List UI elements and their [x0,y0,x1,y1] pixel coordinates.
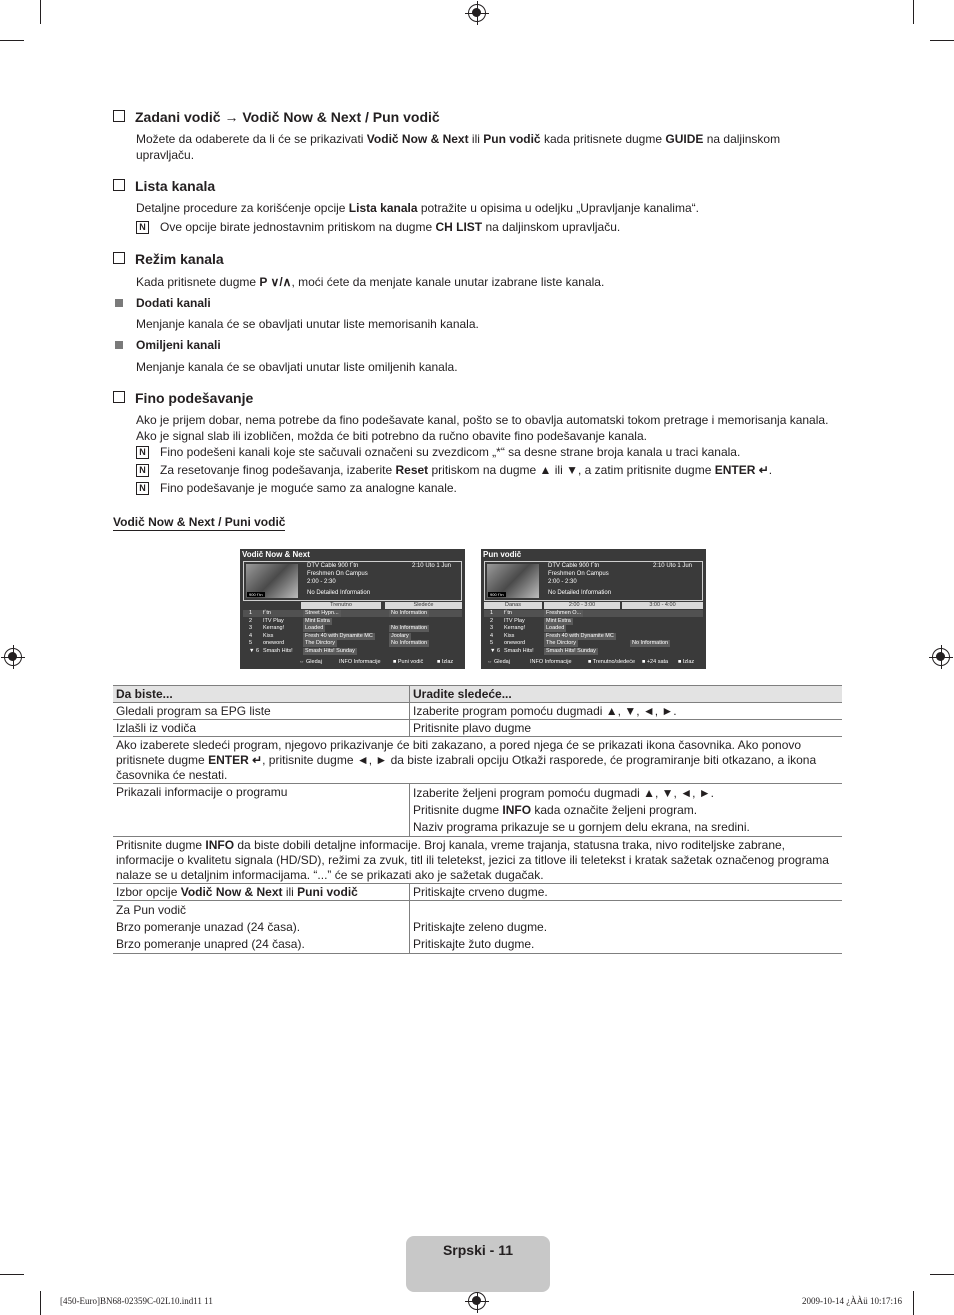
note-text [160,220,620,234]
guide-cell: 2 [249,617,253,624]
bold-text: ENTER ↵ [714,463,769,477]
guide-cell: f`tn [263,610,271,616]
guide-row[interactable] [243,625,462,632]
guide-cell: The Dirctory [305,640,335,647]
column-header: Da biste... [113,686,410,703]
registration-mark-icon [4,648,22,666]
info-panel [484,561,703,601]
bold-text: Puni vodič [297,885,358,899]
table-cell [410,784,843,837]
tv-screen-now-next [240,549,465,669]
guide-cell: ▼ 6 [490,648,501,654]
guide-row[interactable] [243,618,462,625]
table-cell: Izaberite program pomoću dugmadi ▲, ▼, ◄, ►. [410,703,843,720]
screen-title: Pun vodič [483,550,522,559]
text: . [768,463,773,477]
checkbox-bullet-icon [113,110,125,122]
preview-thumbnail [487,564,539,598]
print-slug-right: 2009-10-14 ¿ÀÀü 10:17:16 [802,1296,902,1306]
bold-text: Pun vodič [483,132,541,146]
info-line: Freshmen On Campus [548,571,609,577]
text: Možete da odaberete da li će se prikazivati [136,132,367,146]
table-cell: Pritisnite plavo dugme [410,720,843,737]
info-line: No Detailed Information [307,590,371,596]
header-now: Trenutno [301,602,381,609]
text: Ako je signal slab ili izobličen, možda će biti potrebno da ručno obavite fino podešavanje kanala. [136,429,647,443]
header-slot-2: 3:00 - 4:00 [622,602,703,609]
table-cell [113,837,842,884]
crop-mark [0,40,24,41]
text: Detaljne procedure za korišćenje opcije [136,201,349,215]
bold-text: GUIDE [665,132,704,146]
guide-cell: 1 [490,610,494,616]
registration-mark-icon [932,648,950,666]
bold-text: Vodič Now & Next [366,132,469,146]
paragraph [136,131,846,163]
text: , moći ćete da menjate kanale unutar izabrane liste kanala. [291,275,605,289]
header-next: Sledeće [385,602,462,609]
guide-cell: Loaded [546,625,565,632]
text: Kada pritisnete dugme [136,275,260,289]
text: Naziv programa prikazuje se u gornjem delu ekrana, na sredini. [413,820,750,834]
page-number-box [406,1236,550,1292]
registration-mark-icon [468,1292,486,1310]
note-text [160,463,772,477]
guide-row[interactable] [484,610,703,617]
clock-text: 2:10 Uto 1 Jun [652,563,692,569]
thumb-label: 900 f`tn [490,592,504,597]
screen-footer [243,657,462,667]
guide-row[interactable] [484,618,703,625]
guide-cell: Smash Hits! [263,648,293,654]
column-header: Uradite sledeće... [410,686,843,703]
text: da biste dobili detaljne informacije. Broj kanala, vreme trajanja, statusna traka, nivo roditeljske zabrane, informacije o kvalitetu signala (HD/SD), režimi za zvuk, titl ili teletekst, jezici za titlove ili teletekst i kratak sažetak označenog programa nalaze se u detaljnim informacijama. “...” će se prikazati ako je sažetak dugačak. [116,838,829,882]
guide-cell: 2 [490,617,494,624]
text: na daljinskom [703,132,781,146]
subheading: Omiljeni kanali [136,338,221,352]
text: Pritisnite dugme [413,803,503,817]
instructions-table [113,685,842,954]
footer-item: ■ Izlaz [437,659,454,665]
guide-cell: No Information [632,640,669,647]
screen-title: Vodič Now & Next [242,550,310,559]
crop-mark [930,40,954,41]
text: Pritiskajte žuto dugme. [413,937,535,951]
note-icon: N [136,482,149,495]
guide-cell: 5 [249,640,253,647]
guide-cell: Kiss [263,632,274,639]
table-cell [410,901,843,954]
guide-cell: Mint Extra [546,617,571,624]
text: kada pritisnete dugme [540,132,666,146]
note-text: Fino podešeni kanali koje ste sačuvali označeni su zvezdicom „*“ sa desne strane broja kanala u traci kanala. [160,445,741,459]
note-icon: N [136,446,149,459]
footer-item: ⇔ Gledaj [299,659,322,665]
guide-cell: ▼ 6 [249,648,260,654]
footer-item: ■ Trenutno/sledeće [588,659,636,665]
text: Ove opcije birate jednostavnim pritiskom na dugme [160,220,436,234]
table-row [113,703,842,720]
table-cell: Prikazali informacije o programu [113,784,410,837]
guide-row[interactable] [243,648,462,655]
crop-mark [913,1291,914,1315]
text: , pritisnite dugme ◄, ► da biste izabrali opciju Otkaži rasporede, će programiranje biti otkazano, a ikona časovnika će nestati. [116,753,817,782]
paragraph [136,412,846,444]
guide-row[interactable] [484,625,703,632]
guide-cell: oneword [263,640,285,647]
guide-cell: Freshmen O... [546,610,582,616]
bold-text: INFO [502,803,532,817]
guide-cell: 4 [249,632,253,639]
info-line: No Detailed Information [548,590,612,596]
crop-mark [913,0,914,24]
text: Izbor opcije [116,885,181,899]
crop-mark [40,0,41,24]
guide-cell: 5 [490,640,494,647]
print-slug-left: [450-Euro]BN68-02359C-02L10.ind11 11 [60,1296,213,1306]
section-heading-fine-tune [113,390,253,406]
guide-cell: Smash Hits! Sunday [305,648,355,654]
text: Brzo pomeranje unapred (24 časa). [116,937,305,951]
text: kada označite željeni program. [531,803,698,817]
checkbox-bullet-icon [113,179,125,191]
text: potražite u opisima u odeljku „Upravljanje kanalima“. [417,201,699,215]
screen-footer [484,657,703,667]
table-cell [113,884,410,901]
section-heading-channel-mode [113,251,224,267]
note-text: Fino podešavanje je moguće samo za analogne kanale. [160,481,457,495]
footer-item: INFO Informacije [339,659,381,665]
info-line: Freshmen On Campus [307,571,368,577]
registration-mark-icon [468,4,486,22]
square-bullet-icon [115,341,123,349]
footer-item: ■ Izlaz [678,659,695,665]
table-row [113,901,842,954]
table-row [113,884,842,901]
text: Pritisnite dugme [116,838,206,852]
guide-cell: 3 [490,625,494,632]
guide-cell: No Information [391,610,428,616]
bold-text: INFO [205,838,235,852]
text: upravljaču. [136,148,195,162]
table-row [113,837,842,884]
table-cell: Pritiskajte crveno dugme. [410,884,843,901]
text: pritiskom na dugme ▲ ili ▼, a zatim pritisnite dugme [428,463,715,477]
table-header-row [113,686,842,703]
footer-item: ■ Puni vodič [393,659,424,665]
guide-row[interactable] [243,633,462,640]
guide-cell: Fresh 40 with Dynamite MC [546,632,614,639]
header-today: Danas [484,602,542,609]
preview-thumbnail [246,564,298,598]
guide-cell: Joolary [391,632,409,639]
text: na daljinskom upravljaču. [482,220,621,234]
bold-text: Lista kanala [348,201,418,215]
bold-text: Vodič Now & Next [180,885,283,899]
crop-mark [40,1291,41,1315]
text: Za resetovanje finog podešavanja, izaberite [160,463,396,477]
text: Ako je prijem dobar, nema potrebe da fino podešavate kanal, pošto se to obavlja automatski tokom pretrage i memorisanja kanala. [136,413,829,427]
footer-item: ⇔ Gledaj [487,659,510,665]
guide-cell: Kerrang! [504,625,526,632]
tv-screen-full-guide [481,549,706,669]
heading-text: Zadani vodič → Vodič Now & Next / Pun vodič [135,109,440,125]
info-panel [243,561,462,601]
checkbox-bullet-icon [113,252,125,264]
text: ili [282,885,298,899]
clock-text: 2:10 Uto 1 Jun [411,563,451,569]
guide-header [484,602,703,609]
guide-cell: Mint Extra [305,617,330,624]
paragraph: Menjanje kanala će se obavljati unutar liste omiljenih kanala. [136,360,458,374]
guide-cell: Smash Hits! [504,648,534,654]
table-cell: Izlašli iz vodiča [113,720,410,737]
guide-cell: Loaded [305,625,324,632]
crop-mark [930,1274,954,1275]
guide-row[interactable] [484,633,703,640]
crop-mark [0,1274,24,1275]
text: ili [468,132,484,146]
heading-text: Fino podešavanje [135,390,254,406]
paragraph: Menjanje kanala će se obavljati unutar liste memorisanih kanala. [136,317,479,331]
guide-cell: Kerrang! [263,625,285,632]
text: Ako izaberete sledeći program, njegovo prikazivanje će biti zakazano, a pored njega će se prikazati ikona časovnika. Ako ponovo pritisnete dugme [116,738,802,767]
info-line: DTV Cable 900 f`tn [307,563,359,569]
guide-cell: ITV Play [504,617,525,624]
guide-cell: Smash Hits! Sunday [546,648,596,654]
table-row [113,784,842,837]
bold-text: ENTER ↵ [208,753,263,767]
guide-cell: Fresh 40 with Dynamite MC [305,632,373,639]
guide-row[interactable] [243,610,462,617]
figure-caption: Vodič Now & Next / Puni vodič [113,515,286,529]
guide-cell: 1 [249,610,253,616]
info-line: 2:00 - 2:30 [307,579,336,585]
guide-cell: Street Hypn... [305,610,339,616]
guide-cell: 4 [490,632,494,639]
header-slot-1: 2:00 - 3:00 [544,602,620,609]
guide-cell: oneword [504,640,526,647]
guide-cell: f`tn [504,610,512,616]
paragraph [136,274,846,290]
note-icon: N [136,464,149,477]
guide-cell: ITV Play [263,617,284,624]
guide-row[interactable] [484,640,703,647]
guide-cell: Kiss [504,632,515,639]
table-row [113,720,842,737]
text: Izaberite željeni program pomoću dugmadi ▲, ▼, ◄, ►. [413,786,714,800]
text: Pritiskajte zeleno dugme. [413,920,548,934]
table-cell: Gledali program sa EPG liste [113,703,410,720]
guide-cell: The Dirctory [546,640,576,647]
guide-row[interactable] [484,648,703,655]
info-line: 2:00 - 2:30 [548,579,577,585]
text: Za Pun vodič [116,903,187,917]
guide-cell: No Information [391,625,428,632]
thumb-label: 900 f`tn [249,592,263,597]
bold-text: Reset [395,463,429,477]
table-cell [113,737,842,784]
guide-cell: No Information [391,640,428,647]
guide-row[interactable] [243,640,462,647]
bold-text: P ∨/∧ [259,275,292,289]
paragraph [136,200,846,216]
heading-text: Režim kanala [135,251,224,267]
table-row [113,737,842,784]
table-cell [113,901,410,954]
bold-text: CH LIST [435,220,483,234]
heading-text: Lista kanala [135,178,216,194]
guide-header [243,602,462,609]
square-bullet-icon [115,299,123,307]
guide-cell: 3 [249,625,253,632]
section-heading-guide [113,109,440,125]
footer-item: INFO Informacije [530,659,572,665]
subheading: Dodati kanali [136,296,211,310]
info-line: DTV Cable 900 f`tn [548,563,600,569]
page-number: Srpski - 11 [442,1242,514,1258]
footer-item: ■ +24 sata [642,659,669,665]
text: Brzo pomeranje unazad (24 časa). [116,920,301,934]
note-icon: N [136,221,149,234]
section-heading-channel-list [113,178,215,194]
checkbox-bullet-icon [113,391,125,403]
